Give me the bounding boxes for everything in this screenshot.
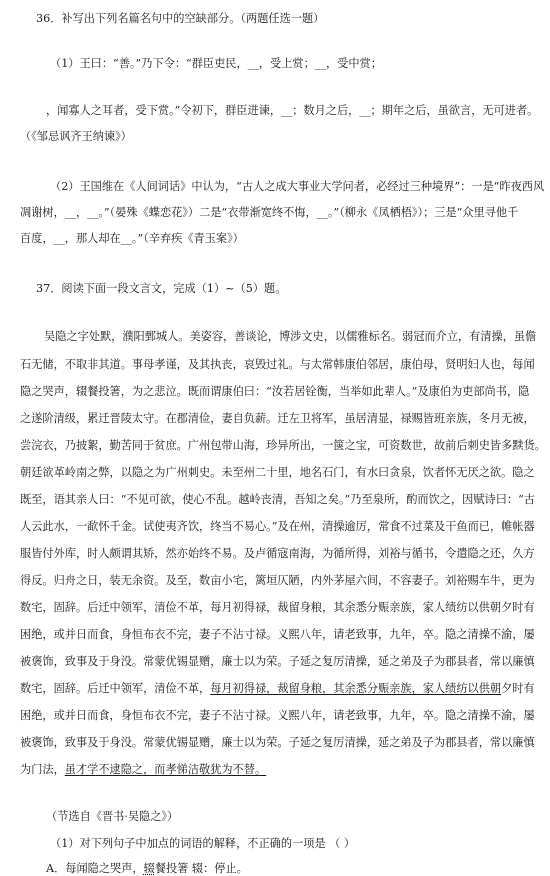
q36-line-5 xyxy=(0,180,550,194)
passage-line-12 xyxy=(0,628,550,642)
passage-text: 夕时有 xyxy=(501,682,535,695)
passage-text: 吴隐之字处默，濮阳鄄城人。美姿容，善谈论，博涉文史，以儒雅标名。弱冠而介立，有清操，虽儋 xyxy=(44,330,537,343)
passage-text: 之遂阶清级，累迁晋陵太守。在郡清俭，妻自负薪。迁左卫将军，虽居清显，禄赐皆班亲族，冬月无被， xyxy=(20,412,535,425)
passage-line-2 xyxy=(0,358,550,372)
q36-sub1-source: （《邹忌讽齐王纳谏》） xyxy=(20,130,132,143)
passage-line-16 xyxy=(0,736,550,750)
q37-stem: 37．阅读下面一段文言文，完成（1）~（5）题。 xyxy=(36,282,287,295)
q36-stem: 36．补写出下列名篇名句中的空缺部分。（两题任选一题） xyxy=(36,12,325,25)
passage-line-11 xyxy=(0,601,550,615)
passage-text: 被褒饰，致事及于身没。常蒙优锡显赠，廉士以为荣。子延之复厉清操，延之弟及子为郡县者，常以廉慎 xyxy=(20,655,535,668)
passage-text: 为门法， xyxy=(20,763,65,776)
option-a: A．每闻隐之哭声， xyxy=(46,862,144,875)
passage-line-8 xyxy=(0,520,550,534)
passage-source-line xyxy=(0,810,550,824)
passage-text: 困绝，或并日而食，身恒布衣不完，妻子不沾寸禄。义熙八年，请老致事，九年，卒。隐之清操不渝，屡 xyxy=(20,628,535,641)
q36-line-2 xyxy=(0,57,550,71)
q36-sub2-text: （2）王国维在《人间词话》中认为，“古人之成大事业大学问者，必经过三种境界”：一是“昨夜西风 xyxy=(50,180,545,193)
passage-line-13 xyxy=(0,655,550,669)
q37-stem-line xyxy=(0,282,550,296)
q36-line-6 xyxy=(0,206,550,220)
q36-line-1 xyxy=(0,12,550,26)
passage-text: 石无储，不取非其道。事母孝谨，及其执丧，哀毁过礼。与太常韩康伯邻居，康伯母，贤明妇人也，每闻 xyxy=(20,358,535,371)
passage-line-9 xyxy=(0,547,550,561)
q36-sub2-cont: 凋谢树，__，__。”（晏殊《蝶恋花》）二是“衣带渐宽终不悔，__。”（柳永《凤栖梧》）；三是“众里寻他千 xyxy=(20,206,519,219)
passage-line-4 xyxy=(0,412,550,426)
underlined-sentence: 虽才学不逮隐之，而孝悌洁敬犹为不替。 xyxy=(64,763,267,776)
passage-line-1 xyxy=(0,330,550,344)
option-a: 餐投箸 辍：停止。 xyxy=(154,862,248,875)
passage-line-14 xyxy=(0,682,550,696)
passage-text: 数宅，固辞。后迁中领军，清俭不革，每月初得禄，裁留身粮，其余悉分赈亲族，家人绩纺以供朝夕时有 xyxy=(20,601,535,614)
underlined-sentence: 每月初得禄，裁留身粮，其余悉分赈亲族，家人绩纺以供朝 xyxy=(210,682,502,695)
passage-text: 既至，语其亲人曰：“不见可欲，使心不乱。越岭丧清，吾知之矣。”乃至泉所，酌而饮之，因赋诗曰：“古 xyxy=(20,493,535,506)
passage-line-7 xyxy=(0,493,550,507)
passage-line-3 xyxy=(0,385,550,399)
passage-text: 被褒饰，致事及于身没。常蒙优锡显赠，廉士以为荣。子延之复厉清操，延之弟及子为郡县者，常以廉慎 xyxy=(20,736,535,749)
q36-line-4 xyxy=(0,130,550,144)
passage-text: 隐之哭声，辍餐投箸，为之悲泣。既而谓康伯曰：“汝若居铨衡，当举如此辈人。”及康伯为吏部尚书，隐 xyxy=(20,385,530,398)
q36-sub2-end: 百度，__，那人却在__。”（辛弃疾《青玉案》） xyxy=(20,232,244,245)
passage-line-10 xyxy=(0,574,550,588)
q36-sub1-cont: ，闻寡人之耳者，受下赏。”令初下，群臣进谏，__；数月之后，__；期年之后，虽欲言，无可进者。 xyxy=(46,104,539,117)
passage-source: （节选自《晋书·吴隐之》） xyxy=(46,810,179,823)
q36-line-3 xyxy=(0,104,550,118)
passage-text: 人云此水，一歃怀千金。试使夷齐饮，终当不易心。”及在州，清操逾厉，常食不过菜及干鱼而已，帷帐器 xyxy=(20,520,535,533)
passage-line-17 xyxy=(0,763,550,777)
passage-text: 尝浣衣，乃披絮，勤苦同于贫庶。广州包带山海，珍异所出，一箧之宝，可资数世，故前后刺史皆多黩货。 xyxy=(20,439,546,452)
q37-sub1: （1）对下列句子中加点的词语的解释，不正确的一项是 （ ） xyxy=(50,837,356,850)
q36-sub1-text: （1）王曰：“善。”乃下令：“群臣吏民，__，受上赏；__，受中赏； xyxy=(50,57,382,70)
option-a-dotted-word: 辍 xyxy=(143,862,155,875)
passage-line-6 xyxy=(0,466,550,480)
option-a-line xyxy=(0,862,550,876)
passage-text: 朝廷欲革岭南之弊，以隐之为广州刺史。未至州二十里，地名石门，有水曰贪泉，饮者怀无厌之欲。隐之 xyxy=(20,466,535,479)
passage-text: 服皆付外库，时人颇谓其矫，然亦始终不易。及卢循寇南海，为循所得，刘裕与循书，令遣隐之还，久方 xyxy=(20,547,535,560)
passage-line-5 xyxy=(0,439,550,453)
passage-line-15 xyxy=(0,709,550,723)
q36-line-7 xyxy=(0,232,550,246)
passage-text: 困绝，或并日而食，身恒布衣不完，妻子不沾寸禄。义熙八年，请老致事，九年，卒。隐之清操不渝，屡 xyxy=(20,709,535,722)
passage-text: 数宅，固辞。后迁中领军，清俭不革， xyxy=(20,682,211,695)
passage-text: 得反。归舟之日，装无余资。及至，数亩小宅，篱垣仄陋，内外茅屋六间，不容妻子。刘裕赐车牛，更为 xyxy=(20,574,535,587)
q37-sub1-line xyxy=(0,837,550,851)
